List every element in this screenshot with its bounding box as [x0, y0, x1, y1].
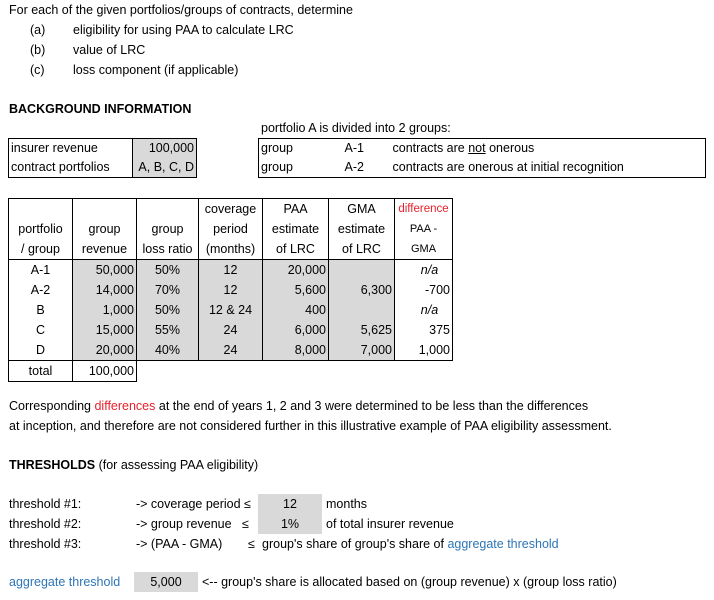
cell-gma[interactable] [329, 300, 395, 320]
table-row [9, 320, 453, 340]
cell-group: C [9, 320, 73, 340]
aggregate-threshold-label: aggregate threshold [9, 575, 121, 589]
note-line-2: at inception, and therefore are not considered further in this illustrative example of PAA eligibility assessment. [9, 419, 612, 433]
table-row [9, 340, 453, 361]
info-table [8, 138, 197, 178]
cell-loss-ratio[interactable]: 40% [137, 340, 199, 361]
header-coverage: coverage period (months) [199, 199, 263, 260]
cell-difference: 1,000 [395, 340, 453, 361]
group-id: A-2 [344, 160, 364, 174]
threshold-1-suffix: months [326, 497, 367, 511]
threshold-1-value[interactable]: 12 [258, 494, 322, 514]
cell-loss-ratio[interactable]: 50% [137, 260, 199, 281]
cell-difference: 375 [395, 320, 453, 340]
cell-coverage[interactable]: 12 [199, 280, 263, 300]
table-row [9, 260, 453, 281]
groups-caption: portfolio A is divided into 2 groups: [261, 121, 451, 135]
info-label: insurer revenue [9, 139, 133, 159]
cell-paa[interactable]: 6,000 [263, 320, 329, 340]
cell-gma[interactable] [329, 260, 395, 281]
aggregate-threshold-value[interactable]: 5,000 [134, 572, 198, 592]
intro-item-c-text: loss component (if applicable) [73, 63, 239, 77]
group-label: group [261, 141, 293, 155]
intro-item-c-marker: (c) [30, 63, 45, 77]
cell-gma[interactable]: 7,000 [329, 340, 395, 361]
header-paa: PAA estimate of LRC [263, 199, 329, 260]
differences-highlight: differences [94, 399, 156, 413]
cell-paa[interactable]: 8,000 [263, 340, 329, 361]
header-difference: difference PAA - GMA [395, 199, 453, 260]
info-row-revenue [9, 139, 197, 159]
cell-difference: -700 [395, 280, 453, 300]
background-title: BACKGROUND INFORMATION [9, 102, 192, 116]
info-row-portfolios [9, 158, 197, 178]
group-id: A-1 [344, 141, 364, 155]
cell-group: A-2 [9, 280, 73, 300]
aggregate-threshold-link: aggregate threshold [447, 537, 559, 551]
info-value[interactable]: A, B, C, D [133, 158, 197, 178]
aggregate-threshold-note: <-- group's share is allocated based on (group revenue) x (group loss ratio) [202, 575, 617, 589]
info-value[interactable]: 100,000 [133, 139, 197, 159]
cell-group: A-1 [9, 260, 73, 281]
table-row [9, 300, 453, 320]
threshold-3-label: threshold #3: [9, 537, 82, 551]
cell-coverage[interactable]: 24 [199, 320, 263, 340]
threshold-3-leq: ≤ [248, 537, 255, 551]
header-loss-ratio: group loss ratio [137, 199, 199, 260]
threshold-2-suffix: of total insurer revenue [326, 517, 454, 531]
cell-loss-ratio[interactable]: 55% [137, 320, 199, 340]
intro-item-b-marker: (b) [30, 43, 46, 57]
cell-coverage[interactable]: 24 [199, 340, 263, 361]
cell-group: B [9, 300, 73, 320]
group-row [259, 158, 706, 178]
group-desc: contracts are onerous at initial recognition [392, 160, 624, 174]
header-revenue: group revenue [73, 199, 137, 260]
cell-difference: n/a [395, 300, 453, 320]
cell-gma[interactable]: 6,300 [329, 280, 395, 300]
threshold-2-label: threshold #2: [9, 517, 82, 531]
header-portfolio: portfolio / group [9, 199, 73, 260]
cell-revenue[interactable]: 50,000 [73, 260, 137, 281]
intro-item-a-marker: (a) [30, 23, 46, 37]
threshold-1-rule: -> coverage period ≤ [136, 497, 251, 511]
cell-revenue[interactable]: 14,000 [73, 280, 137, 300]
cell-paa[interactable]: 400 [263, 300, 329, 320]
cell-paa[interactable]: 5,600 [263, 280, 329, 300]
cell-coverage[interactable]: 12 & 24 [199, 300, 263, 320]
threshold-2-rule: -> group revenue ≤ [136, 517, 249, 531]
cell-revenue[interactable]: 1,000 [73, 300, 137, 320]
intro-heading: For each of the given portfolios/groups of contracts, determine [9, 3, 353, 17]
table-header-row [9, 199, 453, 260]
thresholds-title: THRESHOLDS (for assessing PAA eligibility) [9, 458, 259, 472]
cell-loss-ratio[interactable]: 70% [137, 280, 199, 300]
total-empty [137, 361, 453, 382]
cell-difference: n/a [395, 260, 453, 281]
cell-paa[interactable]: 20,000 [263, 260, 329, 281]
note-line-1: Corresponding differences at the end of years 1, 2 and 3 were determined to be less than the differences [9, 399, 589, 413]
info-label: contract portfolios [9, 158, 133, 178]
header-gma: GMA estimate of LRC [329, 199, 395, 260]
intro-item-b-text: value of LRC [73, 43, 146, 57]
intro-item-a-text: eligibility for using PAA to calculate LRC [73, 23, 294, 37]
group-label: group [261, 160, 293, 174]
cell-group: D [9, 340, 73, 361]
cell-revenue[interactable]: 20,000 [73, 340, 137, 361]
cell-coverage[interactable]: 12 [199, 260, 263, 281]
groups-table [258, 138, 706, 178]
table-row [9, 280, 453, 300]
threshold-2-value[interactable]: 1% [258, 514, 322, 534]
group-desc: contracts are not onerous [392, 141, 535, 155]
cell-revenue[interactable]: 15,000 [73, 320, 137, 340]
threshold-3-rule: -> (PAA - GMA) [136, 537, 223, 551]
cell-loss-ratio[interactable]: 50% [137, 300, 199, 320]
threshold-3-suffix: group's share of group's share of aggregate threshold [262, 537, 559, 551]
portfolio-table [8, 198, 453, 382]
total-label: total [9, 361, 73, 382]
total-revenue: 100,000 [73, 361, 137, 382]
table-total-row [9, 361, 453, 382]
group-row [259, 139, 706, 159]
threshold-1-label: threshold #1: [9, 497, 82, 511]
cell-gma[interactable]: 5,625 [329, 320, 395, 340]
